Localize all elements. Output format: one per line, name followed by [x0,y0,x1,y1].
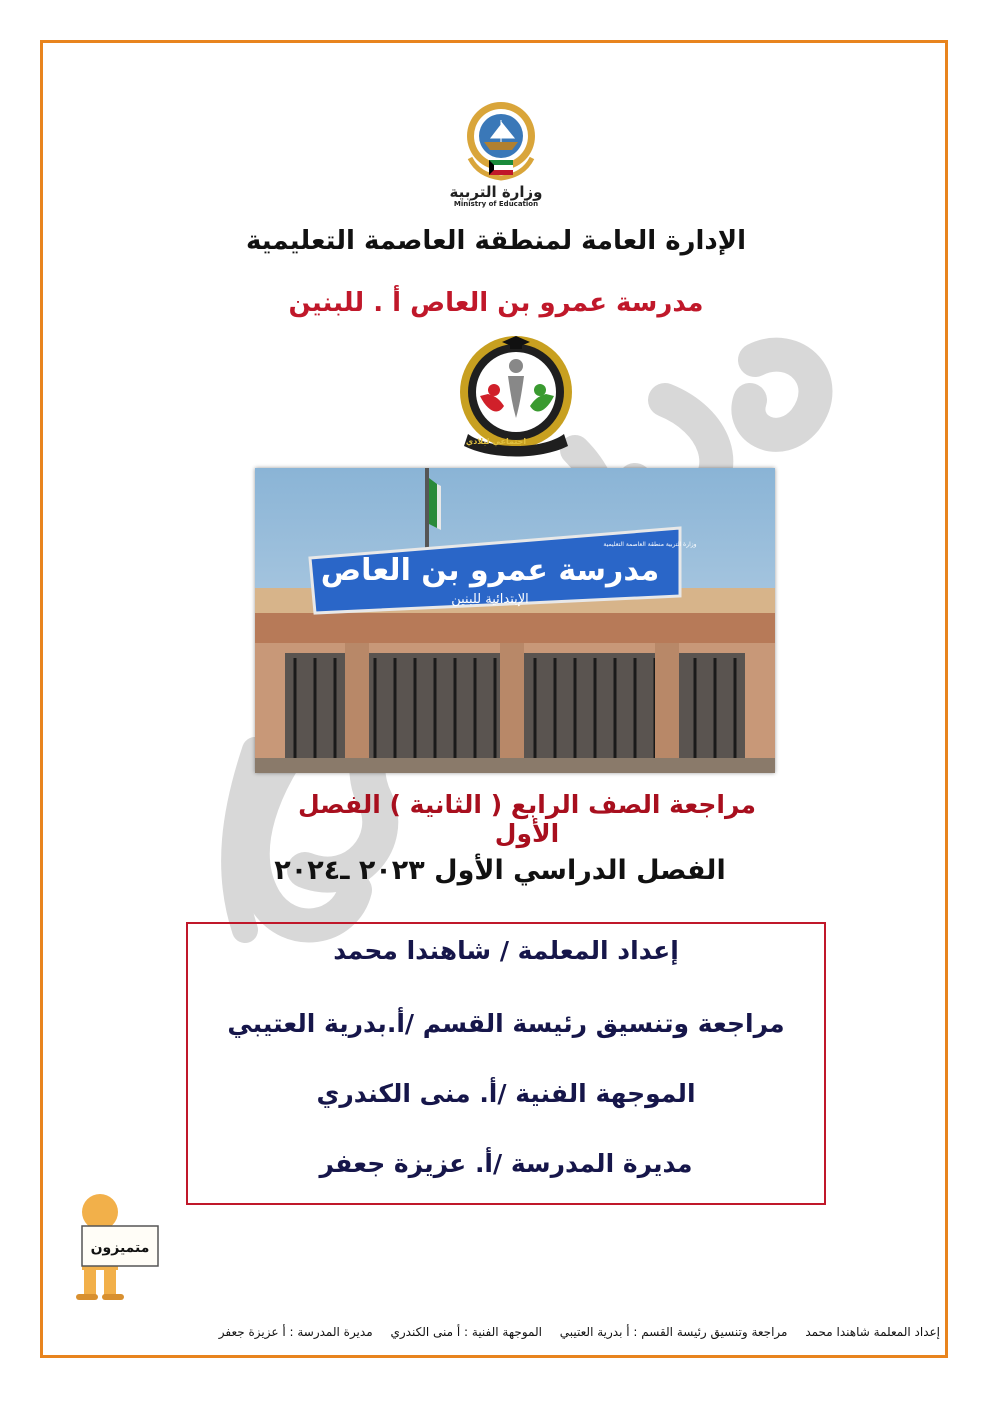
sign-sub-text: الإبتدائية للبنين [451,592,529,607]
school-building-photo [255,468,775,773]
sign-small-text: وزارة التربية منطقة العاصمة التعليمية [603,541,697,548]
review-title: مراجعة الصف الرابع ( الثانية ) الفصل الأول [297,790,757,848]
badge-text: متميزون [90,1240,150,1256]
credit-coordinated-by: مراجعة وتنسيق رئيسة القسم /أ.بدرية العتيبي [227,1009,785,1038]
school-logo-motto: اجتماعي لبلادي [465,437,527,446]
credit-supervisor: الموجهة الفنية /أ. منى الكندري [316,1079,696,1108]
sign-main-text: مدرسة عمرو بن العاص [320,553,660,588]
footer-supervisor: الموجهة الفنية : أ منى الكندري [390,1325,542,1339]
directorate-title: الإدارة العامة لمنطقة العاصمة التعليمية [245,226,747,256]
ministry-emblem-icon [456,98,546,186]
ministry-name-ar: وزارة التربية [449,183,543,201]
school-name: مدرسة عمرو بن العاص أ . للبنين [288,288,704,318]
credits-box [186,922,826,1205]
credit-prepared-by: إعداد المعلمة / شاهندا محمد [333,936,679,965]
credit-principal: مديرة المدرسة /أ. عزيزة جعفر [319,1149,693,1178]
term-title: الفصل الدراسي الأول ٢٠٢٣ ـ٢٠٢٤ [274,855,726,886]
footer-principal: مديرة المدرسة : أ عزيزة جعفر [218,1325,373,1339]
footer-coordinated-by: مراجعة وتنسيق رئيسة القسم : أ بدرية العتيبي [559,1325,788,1339]
ministry-name-en: Ministry of Education [453,200,539,208]
excellence-badge-icon [52,1190,167,1302]
footer-credits [100,1325,940,1339]
footer-prepared-by: إعداد المعلمة شاهندا محمد [805,1325,940,1339]
